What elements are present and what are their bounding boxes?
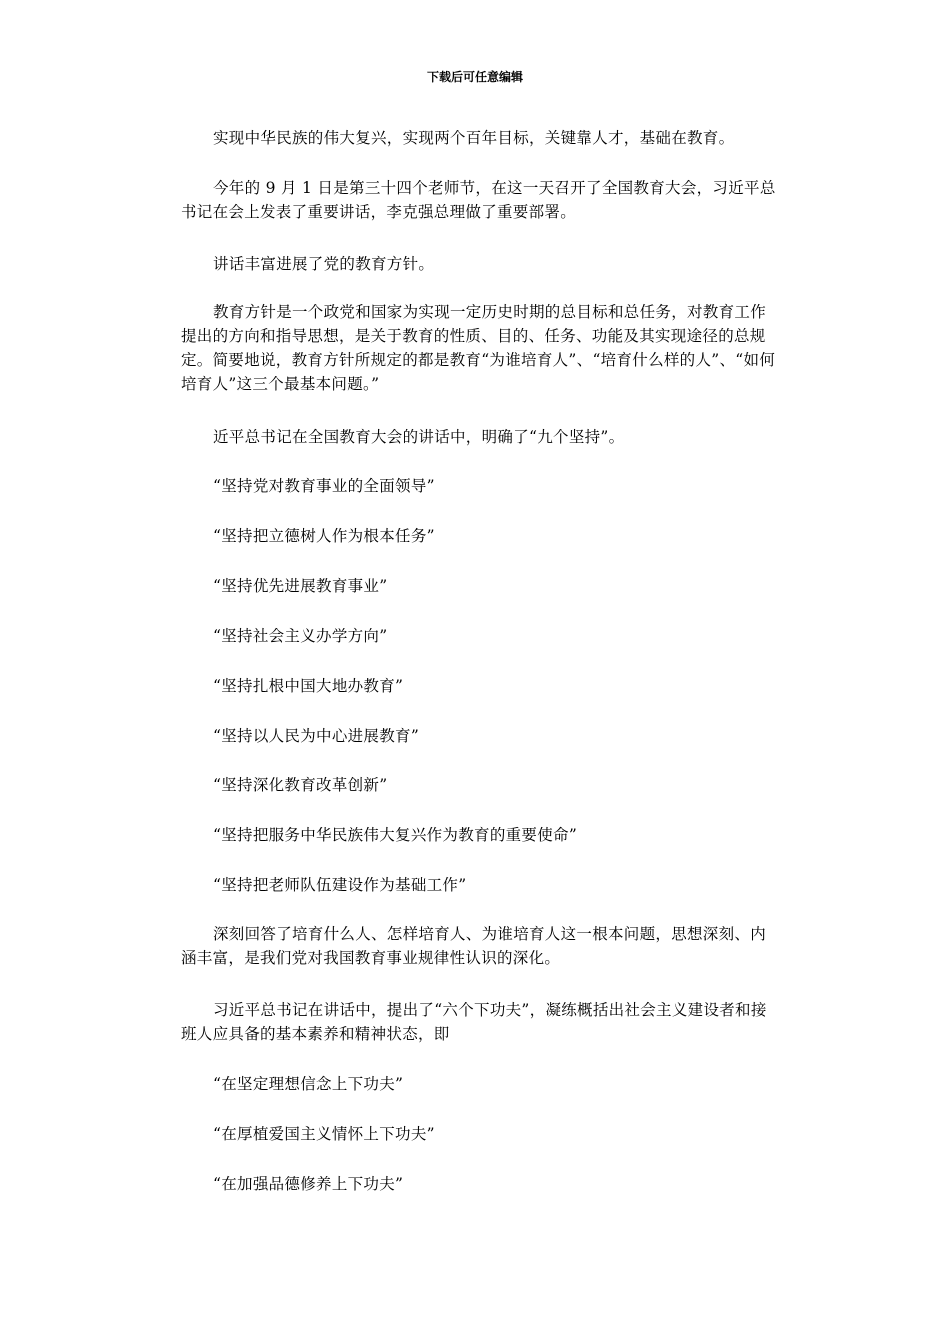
list-item: “坚持优先进展教育事业” bbox=[213, 577, 388, 595]
list-item: “坚持以人民为中心进展教育” bbox=[213, 727, 420, 745]
list-item: “坚持党对教育事业的全面领导” bbox=[213, 477, 435, 495]
list-item: “在厚植爱国主义情怀上下功夫” bbox=[213, 1125, 435, 1143]
list-item: “坚持把服务中华民族伟大复兴作为教育的重要使命” bbox=[213, 826, 578, 844]
page-header: 下载后可任意编辑 bbox=[426, 70, 523, 84]
list-item: “坚持扎根中国大地办教育” bbox=[213, 677, 404, 695]
paragraph-1: 实现中华民族的伟大复兴，实现两个百年目标，关键靠人才，基础在教育。 bbox=[213, 129, 735, 147]
paragraph-4: 教育方针是一个政党和国家为实现一定历史时期的总目标和总任务，对教育工作提出的方向和指导思想，是关于教育的性质、目的、任务、功能及其实现途径的总规定。简要地说，教育方针所规定的都是教育“为谁培育人”、“培育什么样的人”、“如何培育人”这三个最基本问题。” bbox=[181, 303, 776, 393]
list-item: “在坚定理想信念上下功夫” bbox=[213, 1075, 404, 1093]
paragraph-6: 深刻回答了培育什么人、怎样培育人、为谁培育人这一根本问题，思想深刻、内涵丰富，是我们党对我国教育事业规律性认识的深化。 bbox=[181, 925, 767, 967]
paragraph-5: 近平总书记在全国教育大会的讲话中，明确了“九个坚持”。 bbox=[213, 428, 625, 446]
list-item: “坚持社会主义办学方向” bbox=[213, 627, 388, 645]
list-item: “坚持把老师队伍建设作为基础工作” bbox=[213, 876, 467, 894]
paragraph-2: 今年的 9 月 1 日是第三十四个老师节，在这一天召开了全国教育大会，习近平总书记在会上发表了重要讲话，李克强总理做了重要部署。 bbox=[181, 179, 776, 221]
paragraph-7: 习近平总书记在讲话中，提出了“六个下功夫”，凝练概括出社会主义建设者和接班人应具备的基本素养和精神状态，即 bbox=[181, 1001, 767, 1043]
list-item: “在加强品德修养上下功夫” bbox=[213, 1175, 404, 1193]
list-item: “坚持深化教育改革创新” bbox=[213, 776, 388, 794]
paragraph-3: 讲话丰富进展了党的教育方针。 bbox=[213, 255, 435, 273]
list-item: “坚持把立德树人作为根本任务” bbox=[213, 527, 435, 545]
